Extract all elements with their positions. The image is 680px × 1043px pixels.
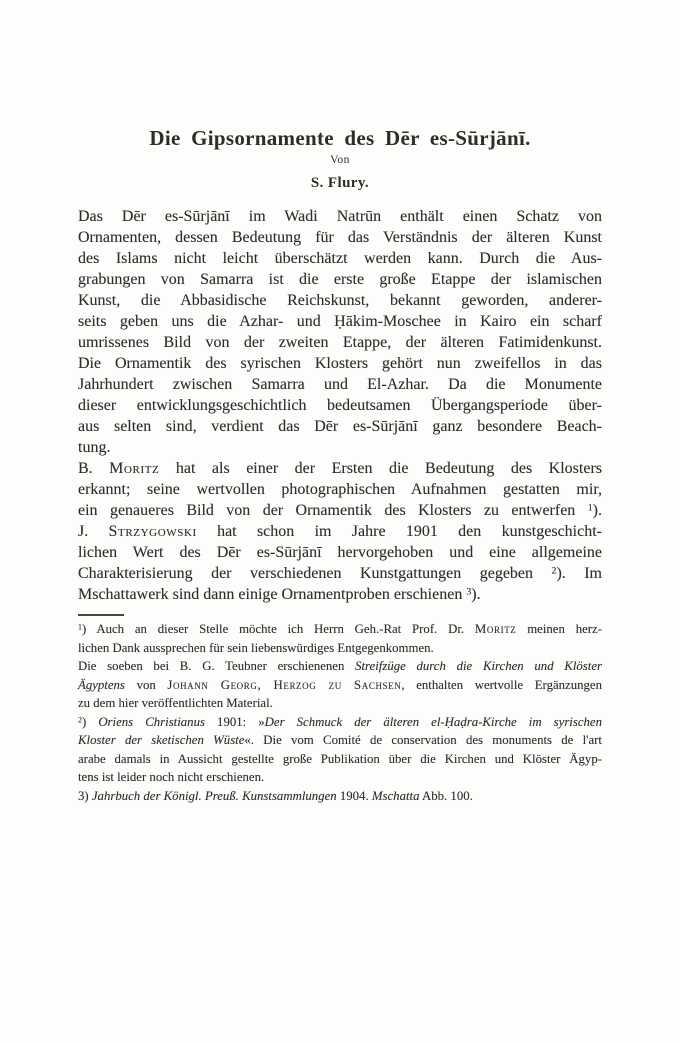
text-line: Das Dēr es-Sūrjānī im Wadi Natrūn enthält einen Schatz von	[78, 208, 602, 225]
footnote-line: $^1$) Auch an dieser Stelle möchte ich Herrn Geh.-Rat Prof. Dr. Moritz meinen herz-	[78, 622, 602, 636]
text-line: umrissenes Bild von der zweiten Etappe, der älteren Fatimidenkunst.	[78, 334, 602, 351]
footnote-separator	[78, 614, 124, 616]
text-line: erkannt; seine wertvollen photographischen Aufnahmen gestatten mir,	[78, 481, 602, 498]
text-line: Jahrhundert zwischen Samarra und El-Azhar. Da die Monumente	[78, 376, 602, 393]
text-line: tung.	[78, 439, 111, 456]
text-line: ein genaueres Bild von der Ornamentik des Klosters zu entwerfen $^1$).	[78, 502, 602, 519]
footnote-line: Ägyptens von Johann Georg, Herzog zu Sachsen, enthalten wertvolle Ergänzungen	[78, 677, 602, 692]
paragraph-2	[78, 458, 602, 605]
text-line: J. Strzygowski hat schon im Jahre 1901 den kunstgeschicht-	[78, 523, 602, 540]
article-body	[78, 206, 602, 605]
byline-label: Von	[330, 154, 350, 166]
text-line: dieser entwicklungsgeschichtlich bedeutsamen Übergangsperiode über-	[78, 397, 602, 414]
text-line: Ornamenten, dessen Bedeutung für das Verständnis der älteren Kunst	[78, 229, 602, 246]
text-line: des Islams nicht leicht überschätzt werden kann. Durch die Aus-	[78, 250, 602, 267]
footnote-line: 3) Jahrbuch der Königl. Preuß. Kunstsammlungen 1904. Mschatta Abb. 100.	[78, 788, 473, 803]
author-name: S. Flury.	[310, 175, 370, 191]
text-line: Mschattawerk sind dann einige Ornamentproben erschienen $^3$).	[78, 586, 481, 603]
text-line: lichen Wert des Dēr es-Sūrjānī hervorgehoben und eine allgemeine	[78, 544, 602, 561]
footnote-line: $^2$) Oriens Christianus 1901: »Der Schmuck der älteren el-Ḥaḍra-Kirche im syrischen	[78, 714, 602, 729]
text-line: aus selten sind, verdient das Dēr es-Sūrjānī ganz besondere Beach-	[78, 418, 602, 435]
footnote-3	[78, 787, 602, 806]
footnote-1	[78, 620, 602, 657]
text-line: B. Moritz hat als einer der Ersten die Bedeutung des Klosters	[78, 460, 603, 477]
footnote-2	[78, 713, 602, 787]
page-title: Die Gipsornamente des Dēr es-Sūrjānī.	[149, 126, 531, 151]
footnote-line: tens ist leider noch nicht erschienen.	[78, 770, 265, 784]
text-line: Charakterisierung der verschiedenen Kunstgattungen gegeben $^2$). Im	[78, 565, 602, 582]
footnotes-section	[78, 620, 602, 805]
footnote-1-continued	[78, 657, 602, 713]
footnote-line: Kloster der sketischen Wüste«. Die vom Comité de conservation des monuments de l'art	[78, 733, 602, 747]
text-line: grabungen von Samarra ist die erste große Etappe der islamischen	[78, 271, 602, 288]
text-line: seits geben uns die Azhar- und Ḥākim-Moschee in Kairo ein scharf	[78, 313, 602, 330]
footnote-line: arabe damals in Aussicht gestellte große Publikation über die Kirchen und Klöster Ägyp-	[78, 751, 602, 766]
paragraph-1	[78, 206, 602, 458]
text-line: Kunst, die Abbasidische Reichskunst, bekannt geworden, anderer-	[78, 292, 602, 309]
footnote-line: Die soeben bei B. G. Teubner erschienenen Streifzüge durch die Kirchen und Klöster	[78, 659, 602, 673]
footnote-line: zu dem hier veröffentlichten Material.	[78, 696, 273, 710]
text-line: Die Ornamentik des syrischen Klosters gehört nun zweifellos in das	[78, 355, 602, 372]
footnote-line: lichen Dank aussprechen für sein liebenswürdiges Entgegenkommen.	[78, 640, 434, 655]
